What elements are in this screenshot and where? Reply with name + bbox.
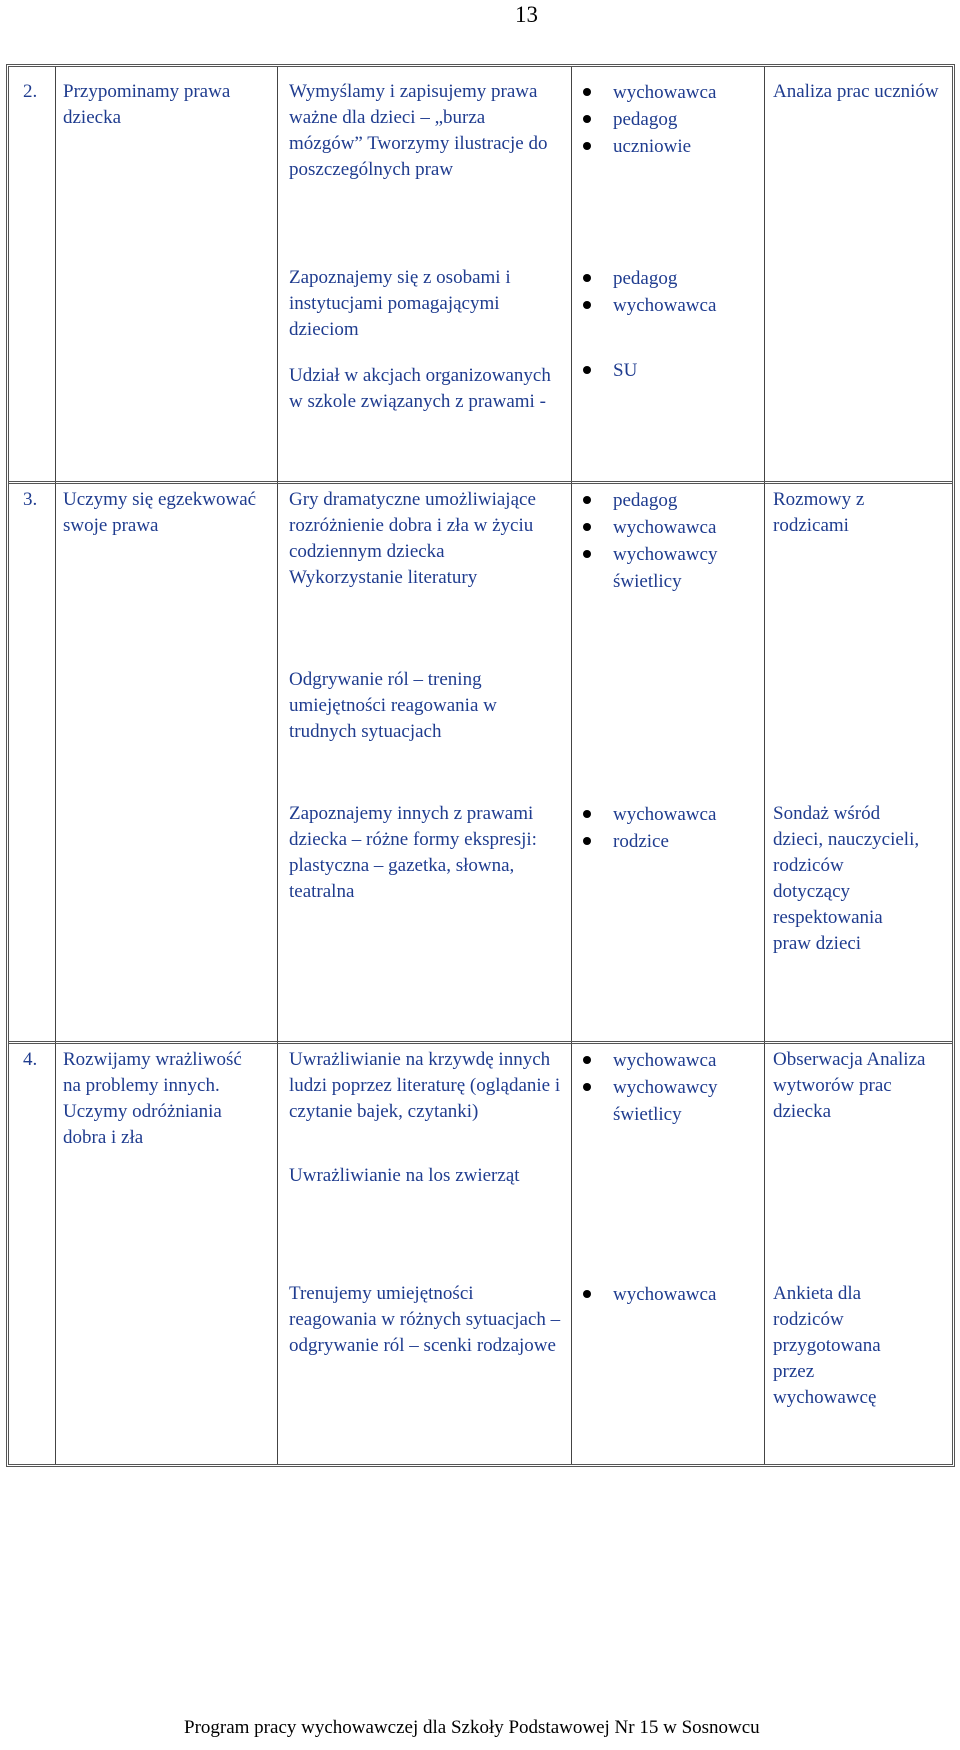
activity: Udział w akcjach organizowanych w szkole związanych z prawami - — [289, 365, 551, 412]
column-divider — [571, 67, 572, 1464]
column-divider — [55, 67, 56, 1464]
column-divider — [277, 67, 278, 1464]
evaluation: Rozmowy z rodzicami — [773, 489, 865, 536]
list-item: pedagog — [583, 487, 758, 514]
evaluation: Sondaż wśród dzieci, nauczycieli, rodziców dotyczący respektowania praw dzieci — [773, 803, 920, 954]
activity: Uwrażliwianie na los zwierząt — [289, 1165, 520, 1186]
program-table — [6, 64, 955, 1467]
responsible-list — [583, 1281, 758, 1308]
activity: Uwrażliwianie na krzywdę innych ludzi poprzez literaturę (oglądanie i czytanie bajek, czytanki) — [289, 1049, 561, 1122]
list-item: wychowawcy świetlicy — [583, 1074, 758, 1128]
row-divider — [9, 481, 952, 484]
row-divider — [9, 1041, 952, 1044]
list-item: wychowawca — [583, 514, 758, 541]
activity: Trenujemy umiejętności reagowania w różnych sytuacjach – odgrywanie ról – scenki rodzajowe — [289, 1283, 561, 1356]
list-item: wychowawca — [583, 1281, 758, 1308]
row-number: 3. — [23, 489, 38, 510]
column-divider — [764, 67, 765, 1464]
list-item: wychowawcy świetlicy — [583, 541, 758, 595]
list-item: wychowawca — [583, 292, 758, 319]
evaluation: Ankieta dla rodziców przygotowana przez wychowawcę — [773, 1283, 881, 1408]
page-number: 13 — [515, 2, 538, 27]
list-item: pedagog — [583, 265, 758, 292]
responsible-list — [583, 801, 758, 855]
page-footer: Program pracy wychowawczej dla Szkoły Podstawowej Nr 15 w Sosnowcu — [184, 1717, 760, 1738]
row-number: 4. — [23, 1049, 38, 1070]
activity: Zapoznajemy się z osobami i instytucjami pomagającymi dzieciom — [289, 267, 511, 340]
list-item: rodzice — [583, 828, 758, 855]
activity: Odgrywanie ról – trening umiejętności reagowania w trudnych sytuacjach — [289, 669, 497, 742]
row-goal: Rozwijamy wrażliwość na problemy innych. Uczymy odróżniania dobra i zła — [63, 1049, 242, 1148]
list-item: pedagog — [583, 106, 758, 133]
responsible-list — [583, 1047, 758, 1128]
row-goal: Uczymy się egzekwować swoje prawa — [63, 489, 257, 536]
responsible-list — [583, 265, 758, 319]
responsible-list — [583, 79, 758, 160]
list-item: wychowawca — [583, 1047, 758, 1074]
row-number: 2. — [23, 81, 38, 102]
list-item: wychowawca — [583, 801, 758, 828]
row-goal: Przypominamy prawa dziecka — [63, 81, 231, 128]
list-item: wychowawca — [583, 79, 758, 106]
list-item: uczniowie — [583, 133, 758, 160]
evaluation: Analiza prac uczniów — [773, 81, 939, 102]
activity: Zapoznajemy innych z prawami dziecka – różne formy ekspresji: plastyczna – gazetka, słowna, teatralna — [289, 803, 537, 902]
responsible-list — [583, 357, 758, 384]
responsible-list — [583, 487, 758, 595]
list-item: SU — [583, 357, 758, 384]
evaluation: Obserwacja Analiza wytworów prac dziecka — [773, 1049, 926, 1122]
activity: Gry dramatyczne umożliwiające rozróżnienie dobra i zła w życiu codziennym dziecka Wykorzystanie literatury — [289, 489, 536, 588]
activity: Wymyślamy i zapisujemy prawa ważne dla dzieci – „burza mózgów” Tworzymy ilustracje do poszczególnych praw — [289, 81, 548, 180]
